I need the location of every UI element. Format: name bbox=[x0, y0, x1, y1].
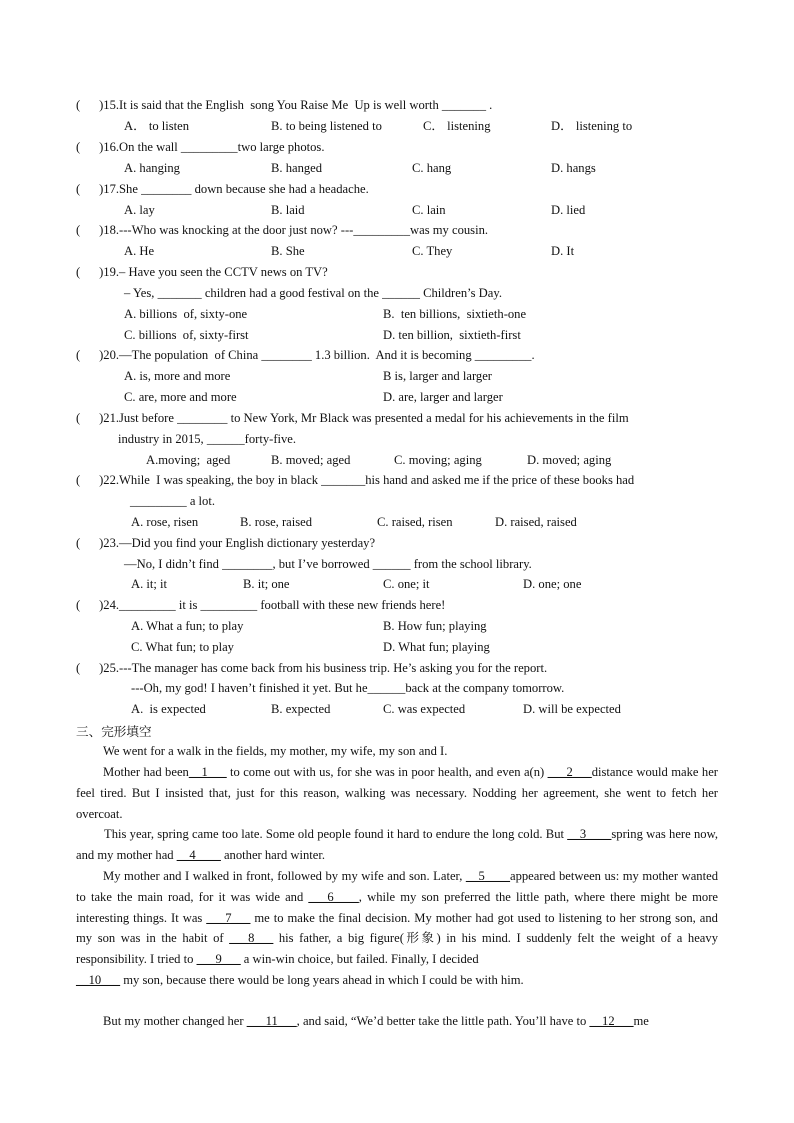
question-19-stem: ( )19.– Have you seen the CCTV news on TV? bbox=[76, 265, 328, 279]
question-25-stem: ( )25.---The manager has come back from his business trip. He’s asking you for the report. bbox=[76, 661, 548, 675]
blank-10[interactable]: __10___ bbox=[76, 972, 121, 987]
option-b[interactable]: B. moved; aged bbox=[271, 453, 351, 467]
option-c[interactable]: C. They bbox=[412, 244, 453, 258]
option-d[interactable]: D. will be expected bbox=[523, 702, 621, 716]
question-16-stem: ( )16.On the wall _________two large photos. bbox=[76, 140, 325, 154]
option-b[interactable]: B. ten billions, sixtieth-one bbox=[383, 307, 527, 321]
option-c[interactable]: C. was expected bbox=[383, 702, 466, 716]
option-d[interactable]: D. are, larger and larger bbox=[383, 390, 503, 404]
blank-9[interactable]: ___9___ bbox=[196, 952, 241, 967]
option-b[interactable]: B. expected bbox=[271, 702, 331, 716]
question-21-stem: ( )21.Just before ________ to New York, Mr Black was presented a medal for his achievements in the film bbox=[76, 411, 629, 425]
option-a[interactable]: A. billions of, sixty-one bbox=[124, 307, 248, 321]
option-d[interactable]: D. moved; aging bbox=[527, 453, 612, 467]
option-a[interactable]: A. lay bbox=[124, 203, 155, 217]
option-c[interactable]: C. are, more and more bbox=[124, 390, 237, 404]
passage-paragraph-1: We went for a walk in the fields, my mother, my wife, my son and I. bbox=[103, 744, 448, 758]
option-d[interactable]: D． listening to bbox=[551, 119, 633, 133]
blank-2[interactable]: ___2___ bbox=[547, 765, 592, 779]
option-d[interactable]: D. lied bbox=[551, 203, 586, 217]
option-a[interactable]: A． to listen bbox=[124, 119, 190, 133]
blank-12[interactable]: __12___ bbox=[589, 1014, 634, 1028]
blank-5[interactable]: __5____ bbox=[465, 869, 510, 883]
option-c[interactable]: C. raised, risen bbox=[377, 515, 453, 529]
option-a[interactable]: A. is, more and more bbox=[124, 369, 231, 383]
question-22-stem: ( )22.While I was speaking, the boy in black _______his hand and asked me if the price of these books had bbox=[76, 473, 635, 487]
option-d[interactable]: D. It bbox=[551, 244, 575, 258]
question-23-stem: ( )23.—Did you find your English dictionary yesterday? bbox=[76, 536, 376, 550]
blank-4[interactable]: __4____ bbox=[176, 847, 221, 862]
blank-11[interactable]: ___11___ bbox=[246, 1014, 297, 1028]
question-23-stem-2: —No, I didn’t find ________, but I’ve borrowed ______ from the school library. bbox=[124, 557, 532, 571]
option-b[interactable]: B. laid bbox=[271, 203, 305, 217]
option-d[interactable]: D. ten billion, sixtieth-first bbox=[383, 328, 521, 342]
question-18-stem: ( )18.---Who was knocking at the door just now? ---_________was my cousin. bbox=[76, 223, 489, 237]
passage-paragraph-3: This year, spring came too late. Some old people found it hard to endure the long cold. But __3____spring was here now, and my mother had __4____ another hard winter. bbox=[76, 827, 718, 862]
question-25-stem-2: ---Oh, my god! I haven’t finished it yet. But he______back at the company tomorrow. bbox=[131, 681, 565, 695]
option-d[interactable]: D. hangs bbox=[551, 161, 596, 175]
option-c[interactable]: C． listening bbox=[423, 119, 491, 133]
option-d[interactable]: D. one; one bbox=[523, 577, 582, 591]
option-c[interactable]: C. What fun; to play bbox=[131, 640, 234, 654]
option-c[interactable]: C. moving; aging bbox=[394, 453, 482, 467]
option-a[interactable]: A. it; it bbox=[131, 577, 168, 591]
question-19-stem-2: – Yes, _______ children had a good festival on the ______ Children’s Day. bbox=[124, 286, 502, 300]
blank-8[interactable]: ___8___ bbox=[229, 931, 274, 946]
question-21-stem-2: industry in 2015, ______forty-five. bbox=[118, 432, 297, 446]
passage-paragraph-2: Mother had been__1___ to come out with us, for she was in poor health, and even a(n) ___2___distance would make her feel tired. But I insisted that, just for this reason, walking was necessary. Nodding her agreement, she went to fetch her overcoat. bbox=[76, 765, 719, 821]
passage-paragraph-4: My mother and I walked in front, followed by my wife and son. Later, __5____appeared between us: my mother wanted to take the main road, for it was wide and ___6____, while my son preferred the little path, where there might be more interesting things. It was ___7___ me to make the final decision. My mother had got used to listening to her strong son, and my son was in the habit of ___8___ his father, a big figure(形象) in his mind. I suddenly felt the weight of a heavy responsibility. I tried to ___9___ a win-win choice, but failed. Finally, I decided __10___ my son, because there would be long years ahead in which I could be with him. bbox=[76, 869, 718, 987]
option-b[interactable]: B is, larger and larger bbox=[383, 369, 492, 383]
blank-7[interactable]: ___7___ bbox=[206, 910, 251, 925]
option-b[interactable]: B. She bbox=[271, 244, 305, 258]
option-b[interactable]: B. rose, raised bbox=[240, 515, 313, 529]
question-24-stem: ( )24._________ it is _________ football with these new friends here! bbox=[76, 598, 446, 612]
question-22-stem-2: _________ a lot. bbox=[130, 494, 216, 508]
option-b[interactable]: B. to being listened to bbox=[271, 119, 382, 133]
section-title: 三、完形填空 bbox=[76, 724, 152, 739]
option-c[interactable]: C. billions of, sixty-first bbox=[124, 328, 249, 342]
option-a[interactable]: A. rose, risen bbox=[131, 515, 199, 529]
option-a[interactable]: A.moving; aged bbox=[146, 453, 231, 467]
option-d[interactable]: D. raised, raised bbox=[495, 515, 577, 529]
question-17-stem: ( )17.She ________ down because she had a headache. bbox=[76, 182, 369, 196]
option-d[interactable]: D. What fun; playing bbox=[383, 640, 490, 654]
option-a[interactable]: A. He bbox=[124, 244, 155, 258]
option-a[interactable]: A. hanging bbox=[124, 161, 180, 175]
option-a[interactable]: A. is expected bbox=[131, 702, 206, 716]
option-c[interactable]: C. lain bbox=[412, 203, 446, 217]
question-20-stem: ( )20.—The population of China ________ 1.3 billion. And it is becoming _________. bbox=[76, 348, 535, 362]
blank-3[interactable]: __3____ bbox=[567, 827, 612, 841]
passage-paragraph-5: But my mother changed her ___11___, and said, “We’d better take the little path. You’ll have to __12___me bbox=[103, 1014, 649, 1028]
question-15-stem: ( )15.It is said that the English song You Raise Me Up is well worth _______ . bbox=[76, 98, 493, 112]
option-c[interactable]: C. hang bbox=[412, 161, 452, 175]
blank-6[interactable]: ___6____ bbox=[308, 889, 359, 904]
option-c[interactable]: C. one; it bbox=[383, 577, 430, 591]
option-b[interactable]: B. hanged bbox=[271, 161, 323, 175]
option-a[interactable]: A. What a fun; to play bbox=[131, 619, 244, 633]
option-b[interactable]: B. How fun; playing bbox=[383, 619, 487, 633]
blank-1[interactable]: __1___ bbox=[188, 765, 227, 779]
option-b[interactable]: B. it; one bbox=[243, 577, 290, 591]
